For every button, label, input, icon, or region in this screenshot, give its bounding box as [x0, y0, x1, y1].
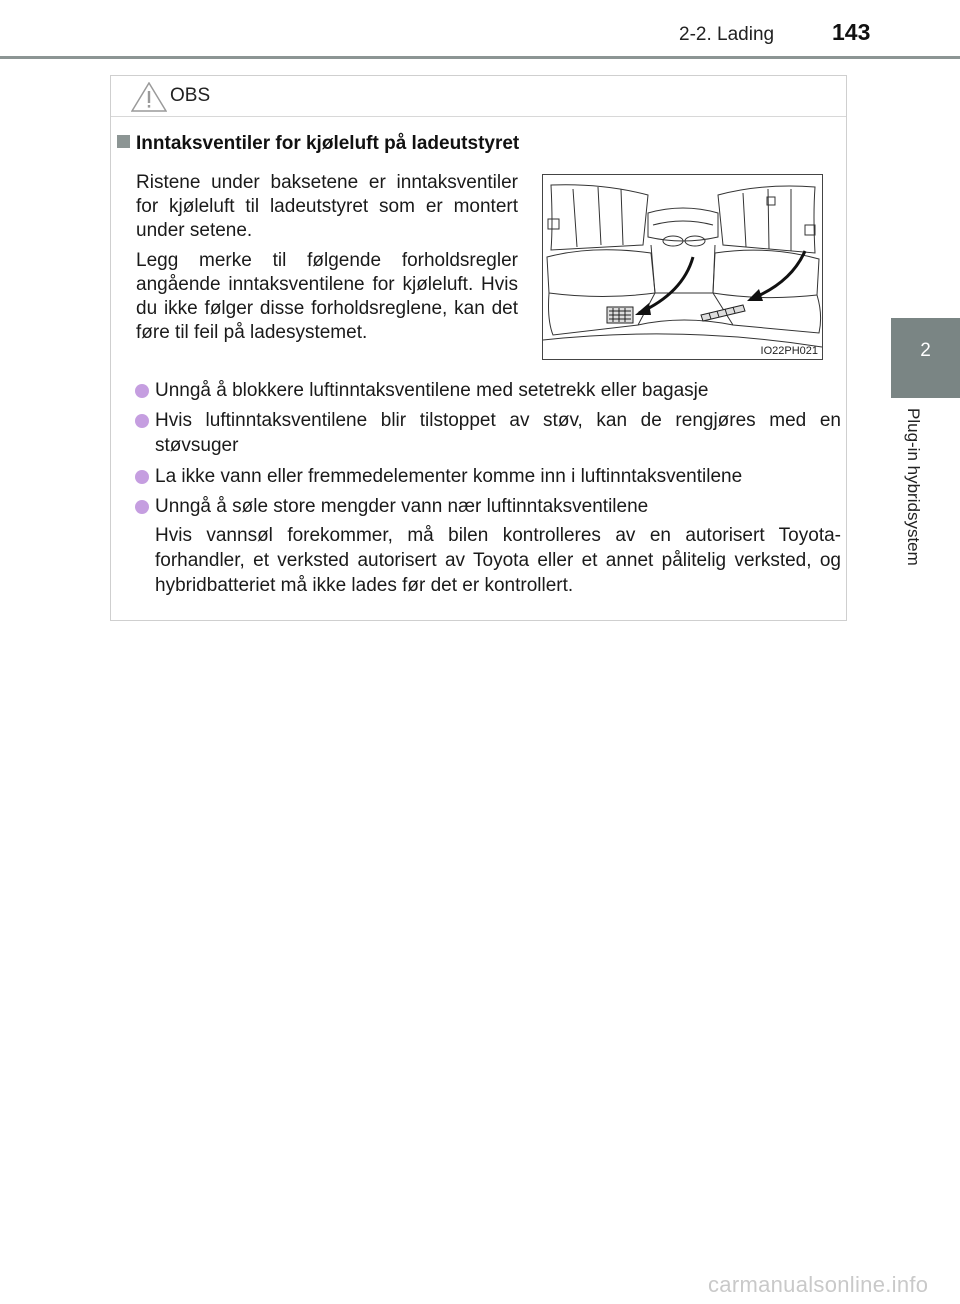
warning-triangle-icon [131, 82, 167, 112]
bullet-dot-icon [135, 470, 149, 484]
bullet-text: Unngå å søle store mengder vann nær luftinntaksventilene [155, 496, 649, 517]
watermark: carmanualsonline.info [708, 1272, 929, 1297]
caution-label: OBS [170, 85, 211, 106]
bullet-text: Unngå å blokkere luftinntaksventilene med setetrekk eller bagasje [155, 380, 709, 401]
bullet-text: La ikke vann eller fremmedelementer komme inn i luftinntaksventilene [155, 466, 743, 487]
bullet-item [135, 408, 841, 458]
bullet-note: Hvis vannsøl forekommer, må bilen kontrolleres av en autorisert Toyotaforhandler, et verksted autorisert av Toyota eller et annet pålitelig verksted, og hybridbatteriet må ikke lades før det er kontrollert. [155, 525, 841, 596]
precaution-paragraph: Legg merke til følgende forholdsregler angående inntaksventilene for kjøleluft. Hvis du ikke følger disse forholdsreglene, kan det føre til feil på ladesystemet. [136, 250, 518, 343]
chapter-tab [891, 318, 960, 398]
chapter-number: 2 [920, 340, 931, 361]
bullet-text: Hvis luftinntaksventilene blir tilstoppet av støv, kan de rengjøres med en støvsuger [155, 410, 841, 456]
chapter-title: Plug-in hybridsystem [904, 408, 923, 566]
illustration-code: IO22PH021 [760, 345, 818, 357]
section-title [117, 133, 519, 155]
rear-seat-illustration [542, 174, 823, 360]
section-square-icon [117, 135, 130, 148]
section-title-text: Inntaksventiler for kjøleluft på ladeutstyret [136, 133, 520, 154]
header-rule [0, 56, 960, 59]
bullet-item [135, 494, 841, 519]
intro-paragraph: Ristene under baksetene er inntaksventiler for kjøleluft til ladeutstyret som er montert under setene. [136, 172, 518, 241]
bullet-item [135, 378, 841, 403]
bullet-dot-icon [135, 500, 149, 514]
caution-box [110, 75, 847, 621]
bullet-dot-icon [135, 384, 149, 398]
page-number: 143 [832, 19, 871, 45]
bullet-dot-icon [135, 414, 149, 428]
caution-header [111, 76, 846, 117]
header-section: 2-2. Lading [679, 24, 775, 45]
bullet-item [135, 464, 841, 489]
rear-seat-drawing [543, 175, 822, 359]
